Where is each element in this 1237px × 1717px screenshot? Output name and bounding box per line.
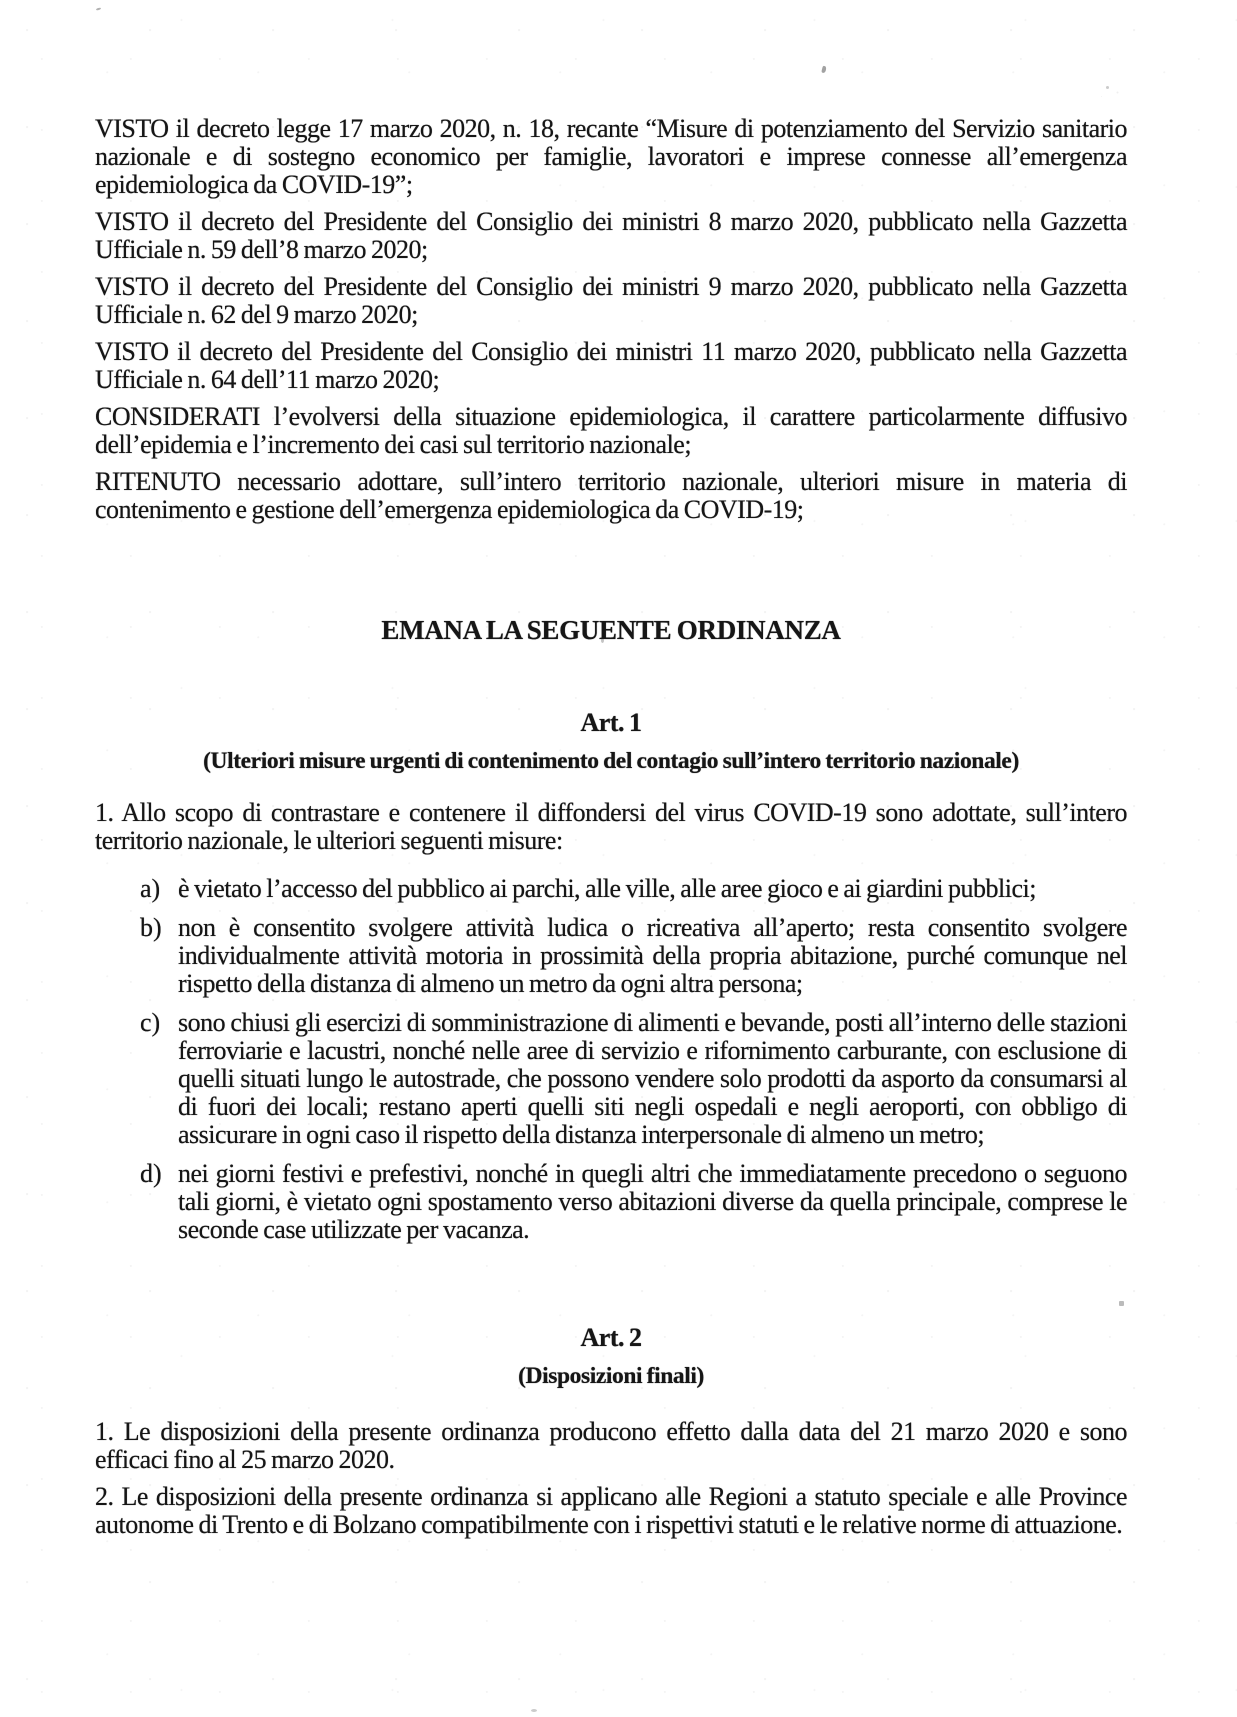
measure-item xyxy=(95,1160,1127,1244)
recital-paragraph: VISTO il decreto del Presidente del Consiglio dei ministri 11 marzo 2020, pubblicato nella Gazzetta Ufficiale n. 64 dell’11 marzo 2020; xyxy=(95,337,1127,394)
measure-text: non è consentito svolgere attività ludica o ricreativa all’aperto; resta consentito svolgere individualmente attività motoria in prossimità della propria abitazione, purché comunque nel rispetto della distanza di almeno un metro da ogni altra persona; xyxy=(178,913,1127,998)
recital-paragraph: VISTO il decreto legge 17 marzo 2020, n. 18, recante “Misure di potenziamento del Servizio sanitario nazionale e di sostegno economico per famiglie, lavoratori e imprese connesse all’emergenza epidemiologica da COVID-19”; xyxy=(95,114,1127,199)
measure-marker: c) xyxy=(140,1008,161,1037)
scan-speckle xyxy=(1106,86,1109,89)
recital-paragraph: VISTO il decreto del Presidente del Consiglio dei ministri 9 marzo 2020, pubblicato nella Gazzetta Ufficiale n. 62 del 9 marzo 2020; xyxy=(95,272,1127,329)
enacting-formula-heading: EMANA LA SEGUENTE ORDINANZA xyxy=(381,615,841,645)
scan-speckle xyxy=(531,1709,537,1712)
measure-item xyxy=(95,914,1127,998)
scan-speckle xyxy=(821,66,827,74)
article-1-intro: 1. Allo scopo di contrastare e contenere il diffondersi del virus COVID-19 sono adottate, sull’intero territorio nazionale, le ulteriori seguenti misure: xyxy=(95,798,1127,855)
measure-item xyxy=(95,875,1127,903)
recital-paragraph: VISTO il decreto del Presidente del Consiglio dei ministri 8 marzo 2020, pubblicato nella Gazzetta Ufficiale n. 59 dell’8 marzo 2020; xyxy=(95,207,1127,264)
measure-text: è vietato l’accesso del pubblico ai parchi, alle ville, alle aree gioco e ai giardini pubblici; xyxy=(178,874,1036,903)
measure-item xyxy=(95,1009,1127,1149)
measure-text: sono chiusi gli esercizi di somministrazione di alimenti e bevande, posti all’interno delle stazioni ferroviarie e lacustri, nonché nelle aree di servizio e rifornimento carburante, con esclusione di quelli situati lungo le autostrade, che possono vendere solo prodotti da asporto da consumarsi al di fuori dei locali; restano aperti quelli siti negli ospedali e negli aeroporti, con obbligo di assicurare in ogni caso il rispetto della distanza interpersonale di almeno un metro; xyxy=(178,1008,1127,1149)
measure-marker: b) xyxy=(140,913,162,942)
measure-marker: d) xyxy=(140,1159,162,1188)
article-2-paragraph: 2. Le disposizioni della presente ordinanza si applicano alle Regioni a statuto speciale e alle Province autonome di Trento e di Bolzano compatibilmente con i rispettivi statuti e le relative norme di attuazione. xyxy=(95,1482,1127,1539)
measure-text: nei giorni festivi e prefestivi, nonché in quegli altri che immediatamente precedono o seguono tali giorni, è vietato ogni spostamento verso abitazioni diverse da quella principale, comprese le seconde case utilizzate per vacanza. xyxy=(178,1159,1127,1244)
article-1-title: Art. 1 xyxy=(580,708,642,737)
article-2-paragraph: 1. Le disposizioni della presente ordinanza producono effetto dalla data del 21 marzo 2020 e sono efficaci fino al 25 marzo 2020. xyxy=(95,1417,1127,1474)
measure-marker: a) xyxy=(140,874,161,903)
recital-paragraph: CONSIDERATI l’evolversi della situazione epidemiologica, il carattere particolarmente diffusivo dell’epidemia e l’incremento dei casi sul territorio nazionale; xyxy=(95,402,1127,459)
article-2-subtitle: (Disposizioni finali) xyxy=(518,1363,704,1389)
article-2-title: Art. 2 xyxy=(580,1323,642,1352)
document-body xyxy=(95,115,1127,1539)
article-1-measures-list xyxy=(95,875,1127,1244)
recital-paragraph: RITENUTO necessario adottare, sull’intero territorio nazionale, ulteriori misure in materia di contenimento e gestione dell’emergenza epidemiologica da COVID-19; xyxy=(95,467,1127,524)
article-1-subtitle: (Ulteriori misure urgenti di contenimento del contagio sull’intero territorio nazionale) xyxy=(203,748,1019,774)
scan-speckle xyxy=(96,7,101,10)
